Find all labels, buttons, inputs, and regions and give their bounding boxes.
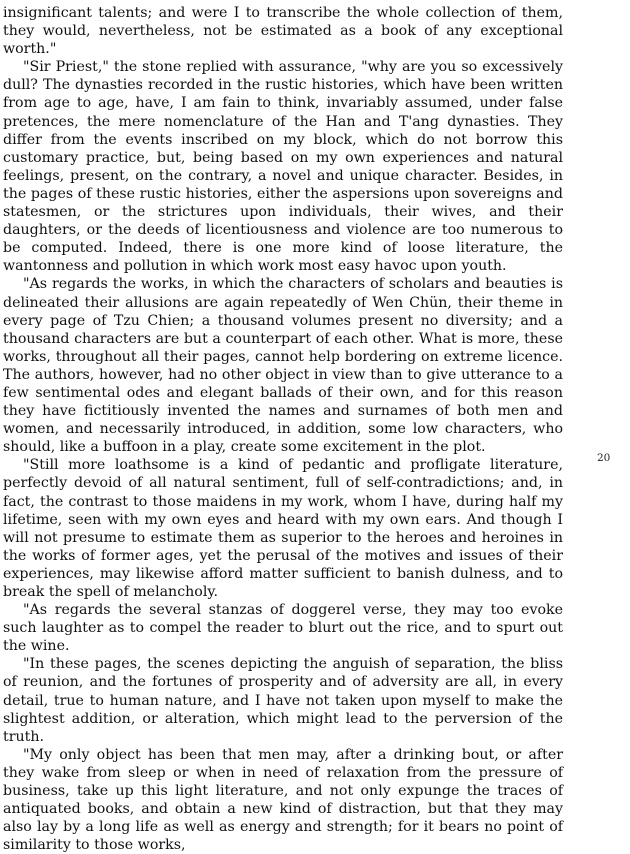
paragraph: "As regards the several stanzas of doggerel verse, they may too evoke such laughter as to compel the reader to blurt out the rice, and to spurt out the wine. — [3, 602, 563, 655]
paragraph: "As regards the works, in which the characters of scholars and beauties is delineated their allusions are again repeatedly of Wen Chün, their theme in every page of Tzu Chien; a thousand volumes present no diversity; and a thousand characters are but a counterpart of each other. What is more, these works, throughout all their pages, cannot help bordering on extreme licence. The authors, however, had no other object in view than to give utterance to a few sentimental odes and elegant ballads of their own, and for this reason they have fictitiously invented the names and surnames of both men and women, and necessarily introduced, in addition, some low characters, who should, like a buffoon in a play, create some excitement in the plot. — [3, 276, 563, 456]
paragraph: "Still more loathsome is a kind of pedantic and profligate literature, perfectly devoid of all natural sentiment, full of self-contradictions; and, in fact, the contrast to those maidens in my work, whom I have, during half my lifetime, seen with my own eyes and heard with my own ears. And though I will not presume to estimate them as superior to the heroes and heroines in the works of former ages, yet the perusal of the motives and issues of their experiences, may likewise afford matter sufficient to banish dulness, and to break the spell of melancholy. — [3, 457, 563, 600]
paragraph: "Sir Priest," the stone replied with assurance, "why are you so excessively dull? The dynasties recorded in the rustic histories, which have been written from age to age, have, I am fain to think, invariably assumed, under false pretences, the mere nomenclature of the Han and T'ang dynasties. They differ from the events inscribed on my block, which do not borrow this customary practice, but, being based on my own experiences and natural feelings, present, on the contrary, a novel and unique character. Besides, in the pages of these rustic histories, either the aspersions upon sovereigns and statesmen, or the strictures upon individuals, their wives, and their daughters, or the deeds of licentiousness and violence are too numerous to be computed. Indeed, there is one more kind of loose literature, the wantonness and pollution in which work most easy havoc upon youth. — [3, 59, 563, 275]
paragraph: "In these pages, the scenes depicting the anguish of separation, the bliss of reunion, and the fortunes of prosperity and of adversity are all, in every detail, true to human nature, and I have not taken upon myself to make the slightest addition, or alteration, which might lead to the perversion of the truth. — [3, 656, 563, 745]
document-body — [3, 4, 563, 854]
paragraph-continued: insignificant talents; and were I to transcribe the whole collection of them, they would, nevertheless, not be estimated as a book of any exceptional worth." — [3, 5, 563, 58]
margin-line-number: 20 — [597, 452, 611, 464]
paragraph: "My only object has been that men may, after a drinking bout, or after they wake from sleep or when in need of relaxation from the pressure of business, take up this light literature, and not only expunge the traces of antiquated books, and obtain a new kind of distraction, but that they may also lay by a long life as well as energy and strength; for it bears no point of similarity to those works, — [3, 746, 563, 854]
